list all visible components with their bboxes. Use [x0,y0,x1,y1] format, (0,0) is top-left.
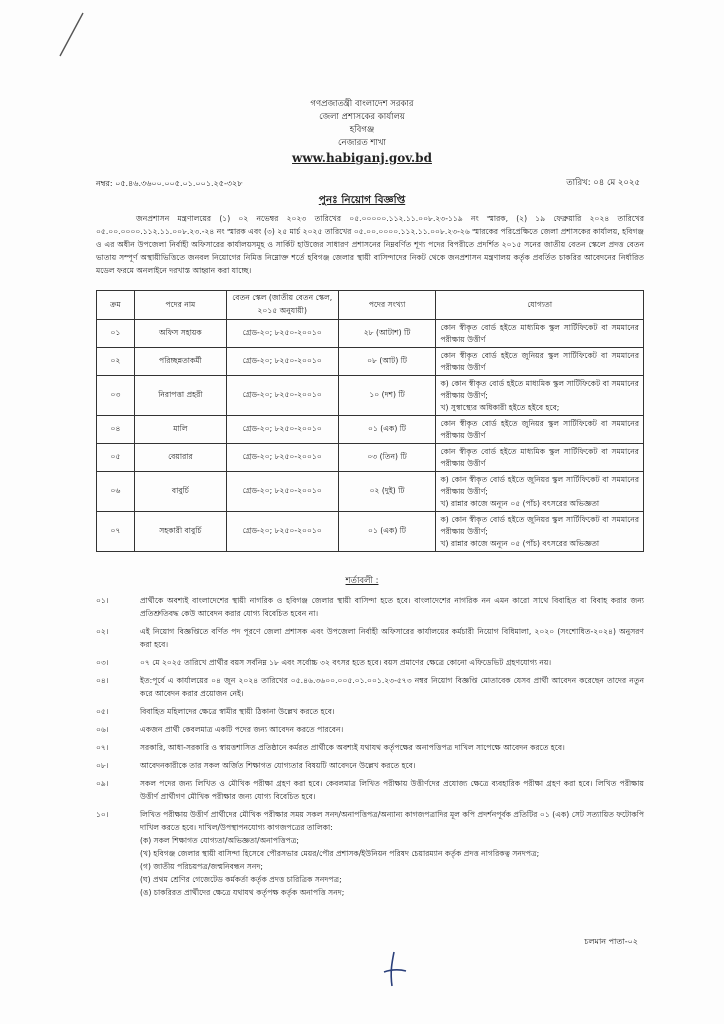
condition-text: ইত:পূর্বে এ কার্যালয়ের ০৪ জুন ২০২৪ তারিখের ০৫.৪৬.৩৬০০.০০৫.০১.০০১.২৩-৫৭৩ নম্বর নিয়োগ বিজ্ঞপ্তি মোতাবেক যেসব প্রার্থী আবেদন করেছেন তাদের নতুন করে আবেদন করার প্রয়োজন নেই। [140,676,644,698]
condition-text: সকল পদের জন্য লিখিত ও মৌখিক পরীক্ষা গ্রহণ করা হবে। কেবলমাত্র লিখিত পরীক্ষায় উত্তীর্ণদের প্রযোজ্য ক্ষেত্রে ব্যবহারিক পরীক্ষা গ্রহণ করা হবে। লিখিত পরীক্ষায় উত্তীর্ণ প্রার্থীগণ মৌখিক পরীক্ষার জন্য যোগ্য বিবেচিত হবে। [140,779,644,801]
condition-number: ০৭। [96,743,109,752]
table-row [97,320,644,348]
condition-number: ০৯। [96,779,109,788]
col-header-qualification: যোগ্যতা [436,291,644,320]
condition-number: ০৫। [96,707,109,716]
cell-post: পরিচ্ছন্নতাকর্মী [134,348,226,376]
document-list-item: (গ) জাতীয় পরিচয়পত্র/জন্মনিবন্ধন সনদ; [140,862,263,871]
condition-text: বিবাহিত মহিলাদের ক্ষেত্রে স্বামীর স্থায়ী ঠিকানা উল্লেখ করতে হবে। [140,707,335,716]
cell-post: সহকারী বাবুর্চি [134,512,226,552]
cell-count: ০২ (দুই) টি [338,472,436,512]
table-row [97,444,644,472]
cell-qualification: কোন স্বীকৃত বোর্ড হইতে জুনিয়র স্কুল সার্টিফিকেট বা সমমানের পরীক্ষায় উত্তীর্ণ [436,416,644,444]
cell-count: ০৮ (আট) টি [338,348,436,376]
notice-date: তারিখ: ০৪ মে ২০২৫ [566,178,640,188]
qualification-b: খ) রান্নার কাজে অন্যূন ০৫ (পাঁচ) বৎসরের অভিজ্ঞতা [440,538,600,548]
intro-paragraph: জনপ্রশাসন মন্ত্রণালয়ের (১) ০২ নভেম্বর ২০২৩ তারিখের ০৫.০০০০০.১১২.১১.০০৮.২৩-১১৯ নং স্মারক, (২) ১৯ ফেব্রুয়ারি ২০২৪ তারিখের ০৫.০০.০০০০.১১২.১১.০০৮.২৩.-২৪ নং স্মারক এবং (৩) ২৫ মার্চ ২০২৫ তারিখের ০৫.০০.০০০০.১১২.১১.০০৮.২৩-২৬ স্মারকের পরিপ্রেক্ষিতে জেলা প্রশাসকের কার্যালয়, হবিগঞ্জ ও এর অধীন উপজেলা নির্বাহী অফিসারের কার্যালয়সমূহ ও সার্কিট হাউজের সাধারণ প্রশাসনের নিম্নবর্ণিত শূণ্য পদের বিপরীতে প্রদর্শিত ২০১৫ সনের জাতীয় বেতন স্কেলে প্রদত্ত বেতন ভাতায় সম্পূর্ণ অস্থায়ীভিত্তিতে জনবল নিয়োগের নিমিত্ত নিম্নোক্ত শর্তে হবিগঞ্জ জেলার স্থায়ী বাসিন্দাদের নিকট থেকে জনপ্রশাসন মন্ত্রণালয় কর্তৃক প্রবর্তিত চাকরির আবেদনের নির্ধারিত মডেল ফরমে অনলাইনে দরখাস্ত আহ্বান করা যাচ্ছে। [96,214,644,275]
qualification-b: খ) সুস্বাস্থ্যের অধিকারী হইতে হইবে হবে; [440,402,560,412]
document-list-item: (ঙ) চাকরিরত প্রার্থীদের ক্ষেত্রে যথাযথ কর্তৃপক্ষ কর্তৃক অনাপত্তি সনদ; [140,888,345,897]
condition-text: লিখিত পরীক্ষায় উত্তীর্ণ প্রার্থীদের মৌখিক পরীক্ষার সময় সকল সনদ/অনাপত্তিপত্র/অন্যান্য কাগজপত্রাদির মূল কপি প্রদর্শনপূর্বক প্রতিটির ০১ (এক) সেট সত্যায়িত ফটোকপি দাখিল করতে হবে। দাখিল/উপস্থাপনযোগ্য কাগজপত্রের তালিকা: [140,810,644,832]
cell-serial: ০৩ [97,376,135,416]
document-list-item: (ঘ) প্রথম শ্রেণির গেজেটেড কর্মকর্তা কর্তৃক প্রদত্ত চারিত্রিক সনদপত্র; [140,875,342,884]
cell-serial: ০৬ [97,472,135,512]
table-row [97,416,644,444]
cell-count: ০১ (এক) টি [338,416,436,444]
conditions-heading: শর্তাবলী : [345,576,379,586]
district-name: হবিগঞ্জ [349,125,375,135]
cell-scale: গ্রেড-২০; ৮২৫০-২০০১০ [226,320,338,348]
section-name: নেজারত শাখা [338,138,386,148]
cell-post: বেয়ারার [134,444,226,472]
cell-post: বাবুর্চি [134,472,226,512]
cell-scale: গ্রেড-২০; ৮২৫০-২০০১০ [226,472,338,512]
cell-qualification [436,512,644,552]
condition-item [96,656,644,669]
condition-text: ০৭ মে ২০২৫ তারিখে প্রার্থীর বয়স সর্বনিম্ন ১৮ এবং সর্বোচ্চ ৩২ বৎসর হতে হবে। বয়স প্রমাণের ক্ষেত্রে কোনো এফিডেভিট গ্রহণযোগ্য নয়। [140,658,552,667]
cell-serial: ০৭ [97,512,135,552]
condition-item [96,674,644,700]
document-list-item: (ক) সকল শিক্ষাগত যোগ্যতা/অভিজ্ঞতা/অনাপত্তিপত্র; [140,836,299,845]
pen-stroke-mark [56,10,86,60]
cell-count: ০১ (এক) টি [338,512,436,552]
cell-serial: ০১ [97,320,135,348]
condition-item [96,705,644,718]
document-list-item: (খ) হবিগঞ্জ জেলার স্থায়ী বাসিন্দা হিসেবে পৌরসভার মেয়র/পৌর প্রশাসক/ইউনিয়ন পরিষদ চেয়ারম্যান কর্তৃক প্রদত্ত নাগরিকত্ব সনদপত্র; [140,849,540,858]
cell-scale: গ্রেড-২০; ৮২৫০-২০০১০ [226,348,338,376]
cell-post: নিরাপত্তা প্রহরী [134,376,226,416]
condition-number: ০৩। [96,658,109,667]
cell-serial: ০৫ [97,444,135,472]
qualification-a: ক) কোন স্বীকৃত বোর্ড হইতে জুনিয়র স্কুল সার্টিফিকেট বা সমমানের পরীক্ষায় উত্তীর্ণ; [440,474,639,496]
table-row [97,376,644,416]
office-name: জেলা প্রশাসকের কার্যালয় [319,112,405,122]
conditions-list [96,594,644,904]
qualification-a: ক) কোন স্বীকৃত বোর্ড হইতে মাধ্যমিক স্কুল সার্টিফিকেট বা সমমানের পরীক্ষায় উত্তীর্ণ; [440,378,639,400]
cell-post: অফিস সহায়ক [134,320,226,348]
cell-scale: গ্রেড-২০; ৮২৫০-২০০১০ [226,416,338,444]
cell-serial: ০২ [97,348,135,376]
website-link[interactable]: www.habiganj.gov.bd [292,151,432,165]
cell-post: মালি [134,416,226,444]
condition-item [96,594,644,620]
condition-text: একজন প্রার্থী কেবলমাত্র একটি পদের জন্য আবেদন করতে পারবেন। [140,725,344,734]
condition-item [96,741,644,754]
condition-item [96,808,644,899]
condition-number: ০২। [96,627,109,636]
condition-number: ১০। [96,810,109,819]
letterhead [0,98,724,166]
condition-text: সরকারি, আধা-সরকারি ও স্বায়ত্তশাসিত প্রতিষ্ঠানে কর্মরত প্রার্থীকে অবশ্যই যথাযথ কর্তৃপক্ষের অনাপত্তিপত্র দাখিল সাপেক্ষে আবেদন করতে হবে। [140,743,565,752]
govt-name: গণপ্রজাতন্ত্রী বাংলাদেশ সরকার [310,99,414,109]
cell-qualification: কোন স্বীকৃত বোর্ড হইতে মাধ্যমিক স্কুল সার্টিফিকেট বা সমমানের পরীক্ষায় উত্তীর্ণ [436,320,644,348]
condition-text: আবেদনকারীকে তার সকল অর্জিত শিক্ষাগত যোগ্যতার বিষয়টি আবেদনে উল্লেখ করতে হবে। [140,761,416,770]
col-header-post: পদের নাম [134,291,226,320]
table-row [97,348,644,376]
qualification-a: ক) কোন স্বীকৃত বোর্ড হইতে জুনিয়র স্কুল সার্টিফিকেট বা সমমানের পরীক্ষায় উত্তীর্ণ; [440,514,639,536]
col-header-scale: বেতন স্কেল (জাতীয় বেতন স্কেল, ২০১৫ অনুযায়ী) [226,291,338,320]
condition-item [96,723,644,736]
table-row [97,512,644,552]
condition-item [96,625,644,651]
table-row [97,472,644,512]
cell-count: ২৮ (আটাশ) টি [338,320,436,348]
continued-page-note: চলমান পাতা-০২ [584,937,638,946]
col-header-serial: ক্রম [97,291,135,320]
cell-serial: ০৪ [97,416,135,444]
cell-count: ০৩ (তিন) টি [338,444,436,472]
condition-text: প্রার্থীকে অবশ্যই বাংলাদেশের স্থায়ী নাগরিক ও হবিগঞ্জ জেলার স্থায়ী বাসিন্দা হতে হবে। বাংলাদেশের নাগরিক নন এমন কারো সাথে বিবাহিত বা বিবাহ করার জন্য প্রতিশ্রুতিবদ্ধ কেউ আবেদন করার যোগ্য বিবেচিত হবেন না। [140,596,644,618]
condition-number: ০৮। [96,761,109,770]
condition-text: এই নিয়োগ বিজ্ঞপ্তিতে বর্ণিত পদ পূরণে জেলা প্রশাসক এবং উপজেলা নির্বাহী অফিসারের কার্যালয়ের কর্মচারী নিয়োগ বিধিমালা, ২০২০ (সংশোধিত-২০২৪) অনুসরণ করা হবে। [140,627,644,649]
condition-number: ০৪। [96,676,109,685]
initial-signature [380,950,410,990]
cell-scale: গ্রেড-২০; ৮২৫০-২০০১০ [226,444,338,472]
condition-number: ০৬। [96,725,109,734]
cell-qualification [436,472,644,512]
condition-item [96,777,644,803]
cell-qualification: কোন স্বীকৃত বোর্ড হইতে জুনিয়র স্কুল সার্টিফিকেট বা সমমানের পরীক্ষায় উত্তীর্ণ [436,348,644,376]
vacancy-table [96,290,644,552]
cell-scale: গ্রেড-২০; ৮২৫০-২০০১০ [226,512,338,552]
cell-count: ১০ (দশ) টি [338,376,436,416]
cell-qualification [436,376,644,416]
cell-qualification: কোন স্বীকৃত বোর্ড হইতে মাধ্যমিক স্কুল সার্টিফিকেট বা সমমানের পরীক্ষায় উত্তীর্ণ [436,444,644,472]
cell-scale: গ্রেড-২০; ৮২৫০-২০০১০ [226,376,338,416]
page-title: পুনঃ নিয়োগ বিজ্ঞপ্তি [318,194,406,206]
condition-number: ০১। [96,596,109,605]
col-header-count: পদের সংখ্যা [338,291,436,320]
qualification-b: খ) রান্নার কাজে অন্যূন ০৫ (পাঁচ) বৎসরের অভিজ্ঞতা [440,498,600,508]
condition-item [96,759,644,772]
memo-number: নম্বর: ০৫.৪৬.৩৬০০.০০৫.০১.০০১.২৫-৩২৮ [96,179,243,188]
table-header-row [97,291,644,320]
